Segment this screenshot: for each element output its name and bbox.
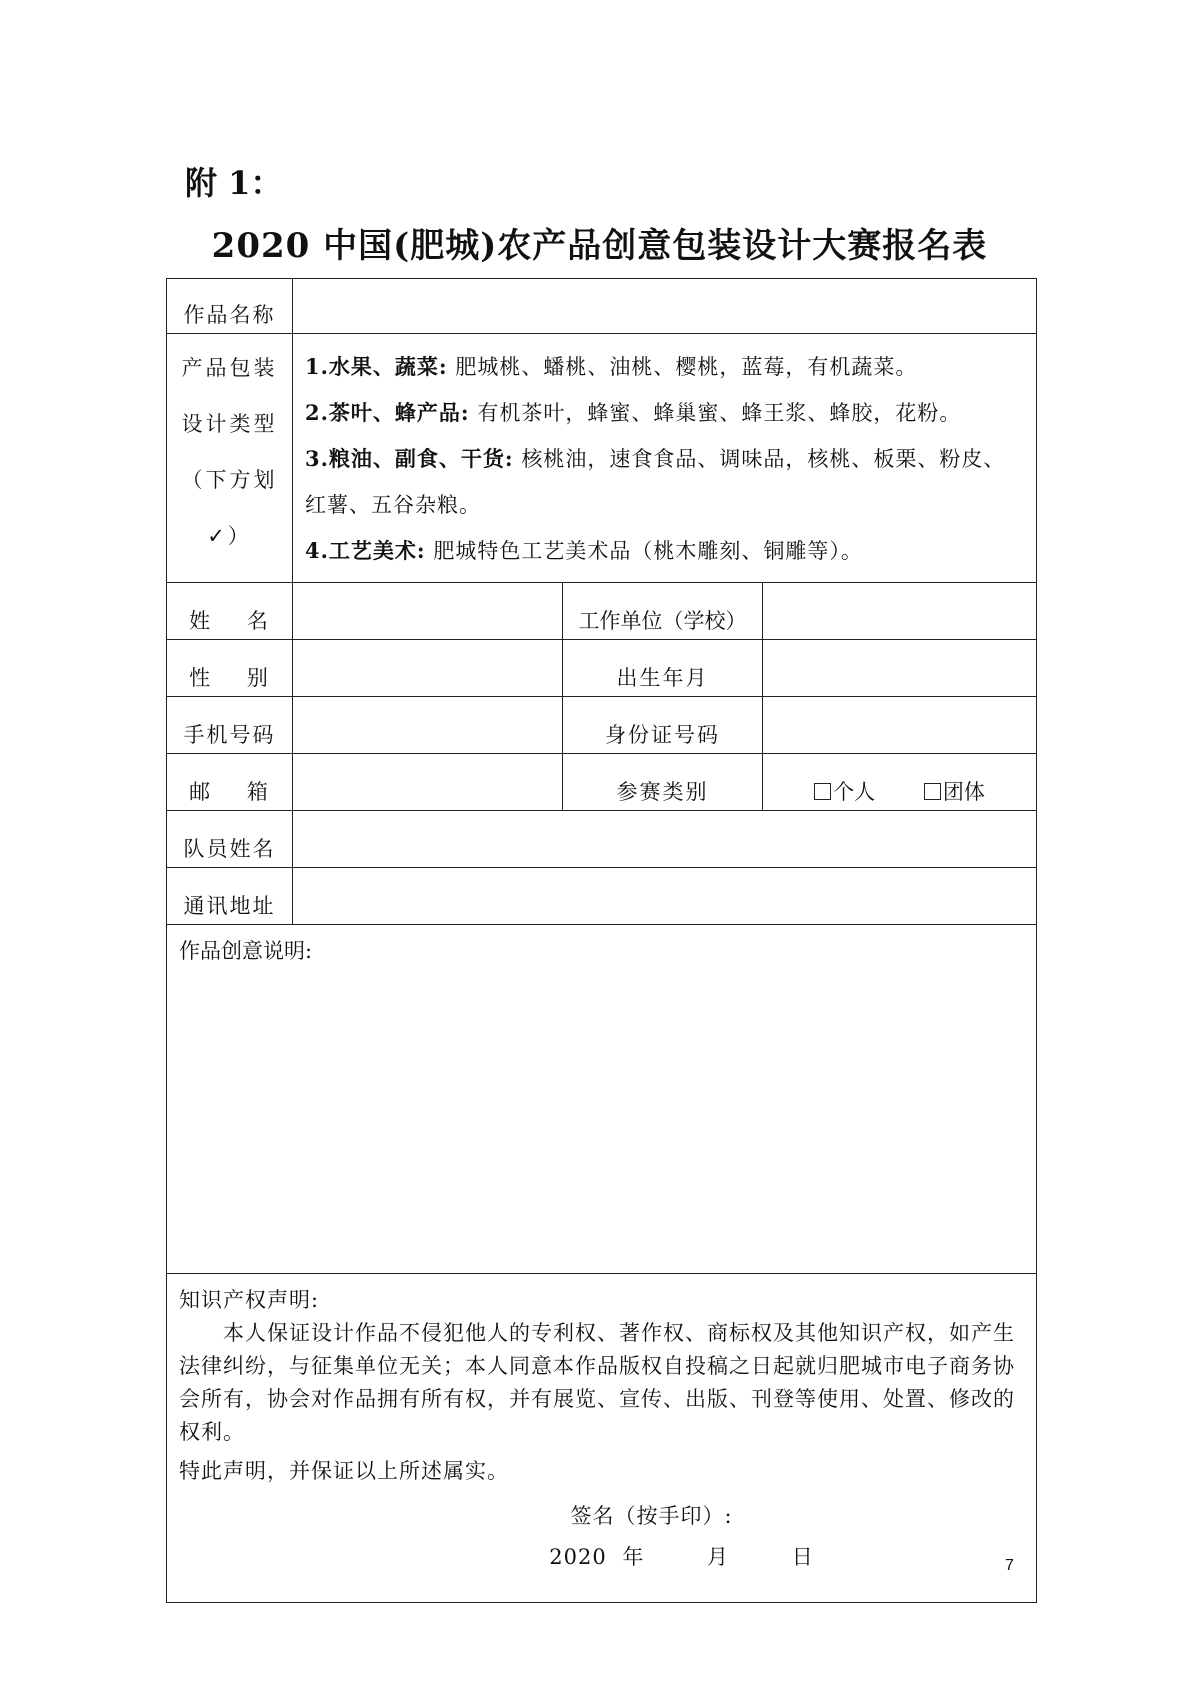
name-label: 姓 名 (167, 583, 293, 640)
category-label: 参赛类别 (563, 754, 763, 811)
design-type-option[interactable] (305, 390, 1026, 436)
gender-label: 性 别 (167, 640, 293, 697)
design-type-label (167, 334, 293, 583)
design-type-option[interactable] (305, 528, 1026, 574)
page-title: 2020 中国(肥城)农产品创意包装设计大赛报名表 (211, 226, 988, 266)
design-type-option[interactable] (305, 436, 1026, 528)
address-field[interactable] (293, 868, 1037, 925)
category-option-team[interactable] (924, 776, 985, 806)
design-type-label-line: ✓） (207, 524, 252, 548)
option-text: 有机茶叶，蜂蜜、蜂巢蜜、蜂王浆、蜂胶，花粉。 (477, 401, 962, 425)
design-type-label-line: 产品包装 (181, 356, 278, 380)
address-label: 通讯地址 (167, 868, 293, 925)
date-line[interactable]: 2020 年 月 日 (549, 1545, 814, 1569)
employer-label: 工作单位（学校） (563, 583, 763, 640)
email-field[interactable] (293, 754, 563, 811)
birth-label: 出生年月 (563, 640, 763, 697)
phone-label: 手机号码 (167, 697, 293, 754)
work-name-field[interactable] (293, 279, 1037, 334)
option-head: 3.粮油、副食、干货: (305, 446, 514, 471)
name-field[interactable] (293, 583, 563, 640)
option-head: 4.工艺美术: (305, 538, 426, 563)
birth-field[interactable] (763, 640, 1037, 697)
members-label: 队员姓名 (167, 811, 293, 868)
employer-field[interactable] (763, 583, 1037, 640)
checkbox-icon[interactable] (924, 783, 941, 800)
creative-description-field[interactable] (167, 925, 1037, 1274)
design-type-label-line: （下方划 (181, 468, 278, 492)
creative-description-label: 作品创意说明: (179, 939, 313, 963)
ip-declaration-text: 特此声明，并保证以上所述属实。 (179, 1459, 509, 1483)
ip-heading: 知识产权声明: (179, 1288, 320, 1312)
category-options (763, 754, 1037, 811)
email-label: 邮 箱 (167, 754, 293, 811)
registration-form (166, 278, 1037, 1603)
category-option-label: 团体 (942, 780, 985, 804)
option-text: 肥城桃、蟠桃、油桃、樱桃，蓝莓，有机蔬菜。 (455, 355, 918, 379)
option-head: 1.水果、蔬菜: (305, 354, 448, 379)
category-option-label: 个人 (833, 780, 876, 804)
option-text: 肥城特色工艺美术品（桃木雕刻、铜雕等）。 (433, 539, 863, 563)
id-number-label: 身份证号码 (563, 697, 763, 754)
members-field[interactable] (293, 811, 1037, 868)
signature-label[interactable]: 签名（按手印）: (570, 1504, 733, 1528)
page-number: 7 (1005, 1557, 1014, 1574)
design-type-label-line: 设计类型 (181, 412, 278, 436)
design-type-option[interactable] (305, 344, 1026, 390)
attachment-label: 附 1： (185, 164, 283, 202)
phone-field[interactable] (293, 697, 563, 754)
ip-body: 本人保证设计作品不侵犯他人的专利权、著作权、商标权及其他知识产权，如产生法律纠纷，与征集单位无关；本人同意本作品版权自投稿之日起就归肥城市电子商务协会所有，协会对作品拥有所有权，并有展览、宣传、出版、刊登等使用、处置、修改的权利。 (179, 1321, 1015, 1444)
option-text: 核桃油，速食食品、调味品，核桃、板栗、粉皮、红薯、五谷杂粮。 (305, 447, 1006, 517)
gender-field[interactable] (293, 640, 563, 697)
category-option-individual[interactable] (814, 776, 875, 806)
ip-declaration (167, 1274, 1037, 1603)
checkbox-icon[interactable] (814, 783, 831, 800)
design-type-options[interactable] (293, 334, 1037, 583)
option-head: 2.茶叶、蜂产品: (305, 400, 470, 425)
id-number-field[interactable] (763, 697, 1037, 754)
work-name-label: 作品名称 (167, 279, 293, 334)
